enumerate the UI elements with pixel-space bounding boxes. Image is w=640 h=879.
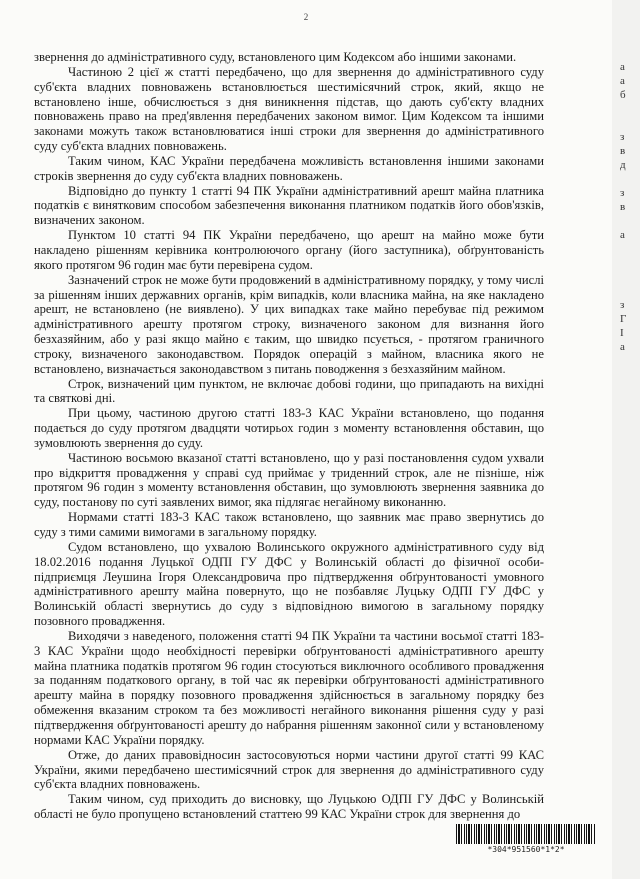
paragraph-6: Зазначений строк не може бути продовжений в адміністративному порядку, у тому числі за рішенням інших державних органів, крім випадків, коли власника майна, на яке накладено арешт, не встановлено (не виявлено). У цих випадках таке майно перебуває під режимом адміністративного арешту протягом строку, визначеного законом для визнання його безхазяйним, або у разі якщо майно є таким, що швидко псується, - протягом граничного строку, визначеного законодавством. Порядок операцій з майном, власника якого не встановлено, визначається законодавством з питань поводження з безхазяйним майном.	[34, 272, 544, 376]
paragraph-9: Частиною восьмою вказаної статті встановлено, що у разі постановлення судом ухвали про відкриття провадження у справі суд приймає у триденний строк, але не пізніше, ніж протягом 96 годин з моменту встановлення обставин, що зумовлюють звернення заявника до суду, постанову по суті заявлених вимог, яка підлягає негайному виконанню.	[34, 450, 544, 510]
paragraph-3: Таким чином, КАС України передбачена можливість встановлення іншими законами строків звернення до суду суб'єкта владних повноважень.	[34, 153, 544, 183]
edge-fragment	[620, 242, 640, 256]
paragraph-5: Пунктом 10 статті 94 ПК України передбачено, що арешт на майно може бути накладено рішенням керівника контролюючого органу (його заступника), обґрунтованість якого протягом 96 годин має бути перевірена судом.	[34, 228, 544, 272]
edge-fragment	[620, 102, 640, 116]
edge-fragment: в	[620, 145, 626, 157]
edge-fragment	[620, 214, 640, 228]
paragraph-12: Виходячи з наведеного, положення статті 94 ПК України та частини восьмої статті 183-3 КАС України щодо необхідності перевірки обґрунтованості адміністративного арешту майна платника податків протягом 96 годин стосуються виключного особливого провадження за поданням податкового органу, в той час як перевірки обґрунтованості адміністративного арешту майна в порядку позовного провадження здійснюється в загальному порядку без обмеження вказаним строком та без можливості негайного виконання рішення суду у разі підтвердження обґрунтованості арешту до набрання рішенням законної сили у встановленому нормами КАС України порядку.	[34, 628, 544, 747]
edge-fragment	[620, 172, 640, 186]
barcode-number: *304*951560*1*2*	[487, 845, 565, 854]
paragraph-14: Таким чином, суд приходить до висновку, що Луцькою ОДПІ ГУ ДФС у Волинській області не було пропущено встановлений статтею 99 КАС України строк для звернення до	[34, 792, 544, 822]
paragraph-13: Отже, до даних правовідносин застосовуються норми частини другої статті 99 КАС України, якими передбачено шестимісячний строк для звернення до адміністративного суду суб'єкта владних повноважень.	[34, 747, 544, 792]
edge-fragment: д	[620, 159, 626, 171]
edge-fragment: з	[620, 187, 625, 199]
edge-fragment	[620, 116, 640, 130]
paragraph-1: звернення до адміністративного суду, встановленого цим Кодексом або іншими законами.	[34, 50, 517, 64]
edge-fragment: а	[620, 341, 625, 353]
edge-fragment: а	[620, 61, 625, 73]
paragraph-2: Частиною 2 цієї ж статті передбачено, що для звернення до адміністративного суду суб'єкта владних повноважень встановлюється шестимісячний строк, який, якщо не встановлено інше, обчислюється з дня виникнення підстав, що дають суб'єкту владних повноважень право на пред'явлення передбачених законом вимог. Цим Кодексом та іншими законами можуть також встановлюватися інші строки для звернення до адміністративного суду суб'єкта владних повноважень.	[34, 64, 544, 154]
document-body	[34, 50, 544, 822]
edge-fragment: б	[620, 89, 626, 101]
edge-fragment	[620, 256, 640, 270]
adjacent-page-edge	[620, 60, 640, 354]
edge-fragment: з	[620, 299, 625, 311]
edge-fragment	[620, 284, 640, 298]
edge-fragment	[620, 270, 640, 284]
edge-fragment: в	[620, 201, 626, 213]
edge-fragment: а	[620, 229, 625, 241]
paragraph-8: При цьому, частиною другою статті 183-3 КАС України встановлено, що подання подається до суду протягом двадцяти чотирьох годин з моменту встановлення обставин, що зумовлюють звернення до суду.	[34, 406, 544, 450]
edge-fragment: а	[620, 75, 625, 87]
edge-fragment: І	[620, 327, 624, 339]
paragraph-10: Нормами статті 183-3 КАС також встановлено, що заявник має право звернутись до суду з тими самими вимогами в загальному порядку.	[34, 510, 544, 539]
edge-fragment: з	[620, 131, 625, 143]
edge-fragment: Г	[620, 313, 627, 325]
page-number: 2	[303, 12, 309, 22]
paragraph-11: Судом встановлено, що ухвалою Волинського окружного адміністративного суду від 18.02.2016 подання Луцької ОДПІ ГУ ДФС у Волинській області до фізичної особи-підприємця Леушина Ігоря Олександровича про підтвердження обґрунтованості умовного адміністративного арешту майна повернуто, що не позбавляє Луцьку ОДПІ ГУ ДФС у Волинській області звернутись до суду з відповідною вимогою в загальному порядку позовного провадження.	[34, 539, 544, 629]
barcode	[456, 824, 596, 844]
paragraph-4: Відповідно до пункту 1 статті 94 ПК України адміністративний арешт майна платника податків є винятковим способом забезпечення виконання платником податків його обов'язків, визначених законом.	[34, 183, 544, 228]
paragraph-7: Строк, визначений цим пунктом, не включає добові години, що припадають на вихідні та святкові дні.	[34, 376, 544, 406]
